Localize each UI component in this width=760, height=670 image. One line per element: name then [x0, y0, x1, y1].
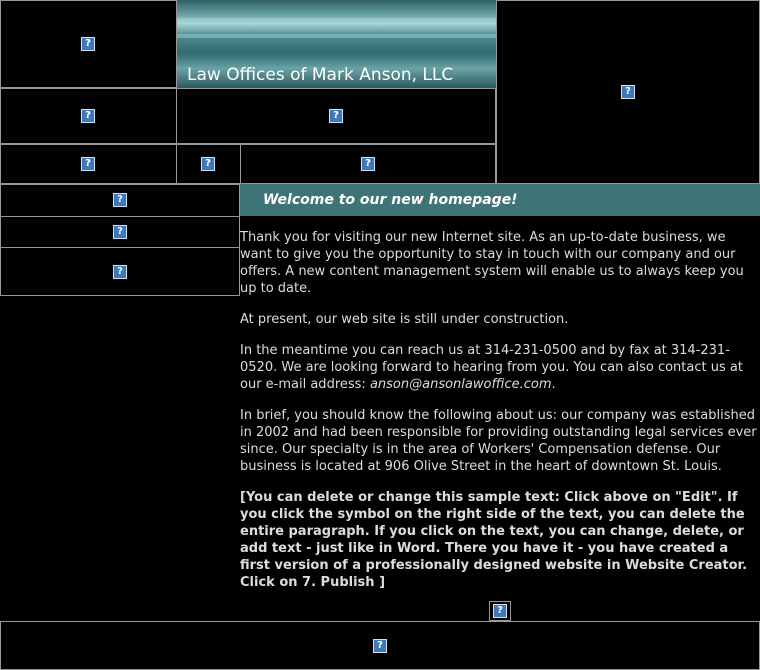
main-content [240, 229, 758, 605]
logo-cell [0, 0, 177, 88]
paragraph-intro: Thank you for visiting our new Internet site. As an up-to-date business, we want to give you the opportunity to stay in touch with our company and our offers. A new content management system will enable us to always keep you up to date. [240, 230, 744, 296]
nav-cell[interactable] [176, 88, 496, 144]
email-link[interactable]: anson@ansonlawoffice.com [369, 377, 552, 392]
sidebar-item[interactable] [0, 184, 240, 217]
broken-image-icon [81, 109, 95, 123]
broken-image-icon [329, 109, 343, 123]
header-banner [177, 0, 496, 88]
broken-image-icon [113, 225, 127, 239]
broken-image-icon [113, 193, 127, 207]
paragraph-construction: At present, our web site is still under construction. [240, 312, 569, 327]
broken-image-icon [493, 604, 507, 618]
broken-image-icon [113, 265, 127, 279]
nav-cell[interactable] [176, 144, 241, 184]
footer-cell [0, 621, 760, 670]
contact-text-end: . [551, 377, 556, 392]
nav-cell[interactable] [0, 144, 177, 184]
welcome-heading: Welcome to our new homepage! [240, 184, 760, 216]
small-image-cell[interactable] [489, 601, 511, 621]
broken-image-icon [361, 157, 375, 171]
paragraph-instructions: [You can delete or change this sample text: Click above on "Edit". If you click the symbol on the right side of the text, you can delete the entire paragraph. If you click on the text, you can change, delete, or add text - just like in Word. There you have it - you have created a first version of a professionally designed website in Website Creator. Click on 7. Publish ] [240, 490, 748, 590]
broken-image-icon [81, 157, 95, 171]
nav-cell[interactable] [0, 88, 177, 144]
broken-image-icon [81, 37, 95, 51]
nav-cell[interactable] [240, 144, 496, 184]
broken-image-icon [201, 157, 215, 171]
sidebar-item[interactable] [0, 247, 240, 296]
contact-text: In the meantime you can reach us at 314-231-0500 and by fax at 314-231-0520. We are looking forward to hearing from you. You can also contact us at our e-mail address: [240, 343, 743, 392]
site-title: Law Offices of Mark Anson, LLC [187, 65, 454, 85]
broken-image-icon [373, 639, 387, 653]
banner-streak [177, 18, 496, 24]
banner-streak [177, 34, 496, 38]
broken-image-icon [621, 85, 635, 99]
right-header-cell [496, 0, 760, 184]
sidebar-item[interactable] [0, 216, 240, 248]
paragraph-about: In brief, you should know the following about us: our company was established in 2002 and had been responsible for providing outstanding legal services ever since. Our specialty is in the area of Workers' Compensation defense. Our business is located at 906 Olive Street in the heart of downtown St. Louis. [240, 408, 757, 474]
paragraph-contact [240, 342, 758, 393]
